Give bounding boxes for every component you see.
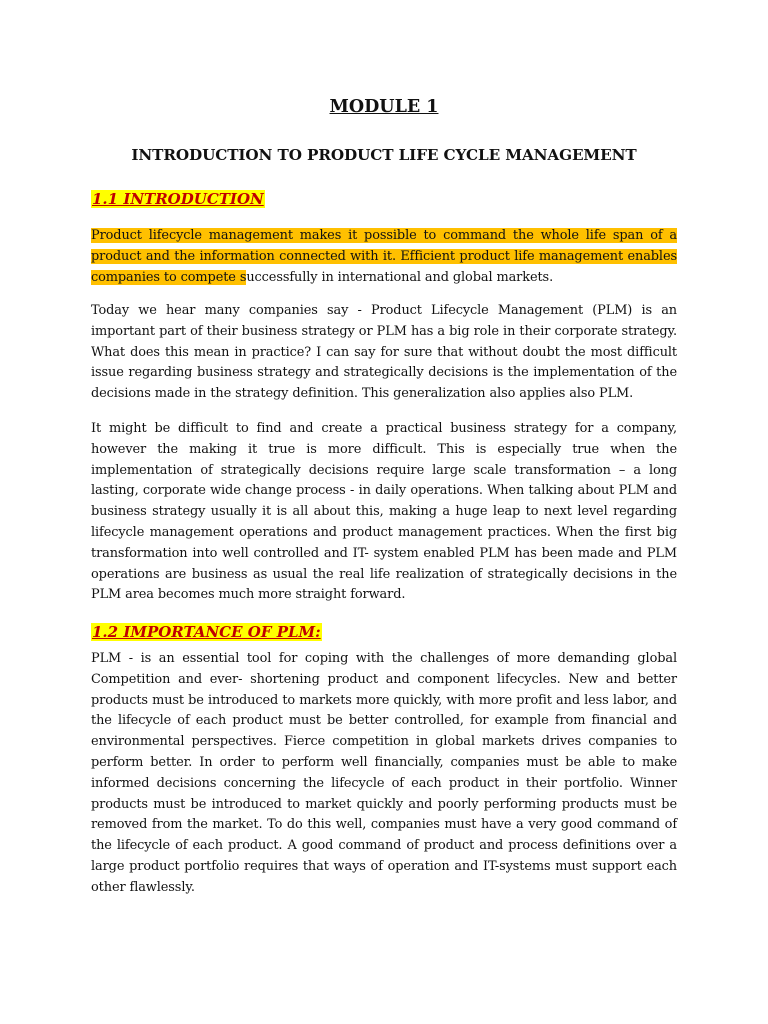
intro-paragraph-2: Today we hear many companies say - Product Lifecycle Management (PLM) is an important part of their business strategy or PLM has a big role in their corporate strategy. What does this mean in practice? I can say for sure that without doubt the most difficult issue regarding business strategy and strategically decisions is the implementation of the decisions made in the strategy definition. This generalization also applies also PLM. bbox=[91, 303, 677, 402]
section-heading-importance bbox=[91, 621, 322, 643]
section-heading-introduction-text: 1.1 INTRODUCTION bbox=[92, 190, 264, 208]
section-heading-introduction bbox=[91, 188, 265, 210]
intro-paragraph-1 bbox=[91, 226, 677, 288]
document-title: INTRODUCTION TO PRODUCT LIFE CYCLE MANAGEMENT bbox=[131, 146, 637, 164]
module-title: MODULE 1 bbox=[329, 97, 439, 117]
importance-paragraph-1: PLM - is an essential tool for coping with the challenges of more demanding global Competition and ever- shortening product and component lifecycles. New and better products must be introduced to markets more quickly, with more profit and less labor, and the lifecycle of each product must be better controlled, for example from financial and environmental perspectives. Fierce competition in global markets drives companies to perform better. In order to perform well financially, companies must be able to make informed decisions concerning the lifecycle of each product in their portfolio. Winner products must be introduced to market quickly and poorly performing products must be removed from the market. To do this well, companies must have a very good command of the lifecycle of each product. A good command of product and process definitions over a large product portfolio requires that ways of operation and IT-systems must support each other flawlessly. bbox=[91, 651, 677, 895]
intro-paragraph-3: It might be difficult to find and create a practical business strategy for a company, however the making it true is more difficult. This is especially true when the implementation of strategically decisions require large scale transformation – a long lasting, corporate wide change process - in daily operations. When talking about PLM and business strategy usually it is all about this, making a huge leap to next level regarding lifecycle management operations and product management practices. When the first big transformation into well controlled and IT- system enabled PLM has been made and PLM operations are business as usual the real life realization of strategically decisions in the PLM area becomes much more straight forward. bbox=[91, 421, 677, 603]
section-heading-importance-text: 1.2 IMPORTANCE OF PLM: bbox=[92, 623, 321, 641]
highlighted-text: Product lifecycle management makes it possible to command the whole life span of a product and the information connected with it. Efficient product life management enables companies to compete s bbox=[91, 228, 677, 285]
paragraph-text: uccessfully in international and global markets. bbox=[246, 269, 554, 285]
